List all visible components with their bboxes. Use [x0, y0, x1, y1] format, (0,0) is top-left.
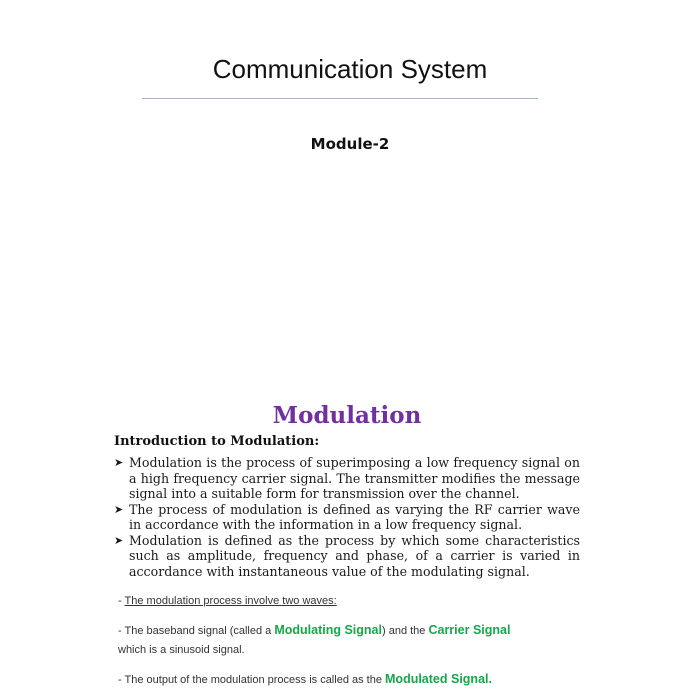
modulating-signal-term: Modulating Signal [274, 623, 382, 637]
bullet-list [114, 455, 580, 579]
bullet-item [114, 502, 580, 533]
carrier-signal-term: Carrier Signal [428, 623, 511, 637]
module-label: Module-2 [310, 135, 390, 153]
title-divider [142, 98, 538, 99]
waves-text: The modulation process involve two waves: [124, 595, 337, 607]
arrow-bullet-icon: ➤ [114, 533, 124, 547]
arrow-bullet-icon: ➤ [114, 456, 124, 469]
bullet-text: The process of modulation is defined as varying the RF carrier wave in accordance with the information in a low frequency signal. [129, 501, 580, 532]
waves-note [118, 595, 337, 607]
modulated-signal-term: Modulated Signal. [385, 672, 492, 686]
output-text: - The output of the modulation process is called as the [118, 674, 386, 686]
arrow-bullet-icon: ➤ [114, 502, 124, 516]
waves-prefix: - [118, 595, 125, 607]
bullet-item [114, 533, 580, 580]
document-title: Communication System [212, 54, 488, 84]
output-note [118, 672, 492, 686]
baseband-text-b: ) and the [381, 625, 429, 637]
intro-subheading: Introduction to Modulation: [114, 434, 320, 449]
baseband-text-a: - The baseband signal (called a [118, 625, 275, 637]
bullet-text: Modulation is defined as the process by which some characteristics such as amplitude, frequency and phase, of a carrier is varied in accordance with instantaneous value of the modulating signal. [129, 532, 580, 579]
section-heading: Modulation [272, 402, 422, 429]
bullet-item [114, 455, 580, 502]
baseband-note [118, 623, 510, 637]
sinusoid-note: which is a sinusoid signal. [118, 644, 245, 656]
bullet-text: Modulation is the process of superimposing a low frequency signal on a high frequency carrier signal. The transmitter modifies the message signal into a suitable form for transmission over the channel. [129, 455, 580, 501]
